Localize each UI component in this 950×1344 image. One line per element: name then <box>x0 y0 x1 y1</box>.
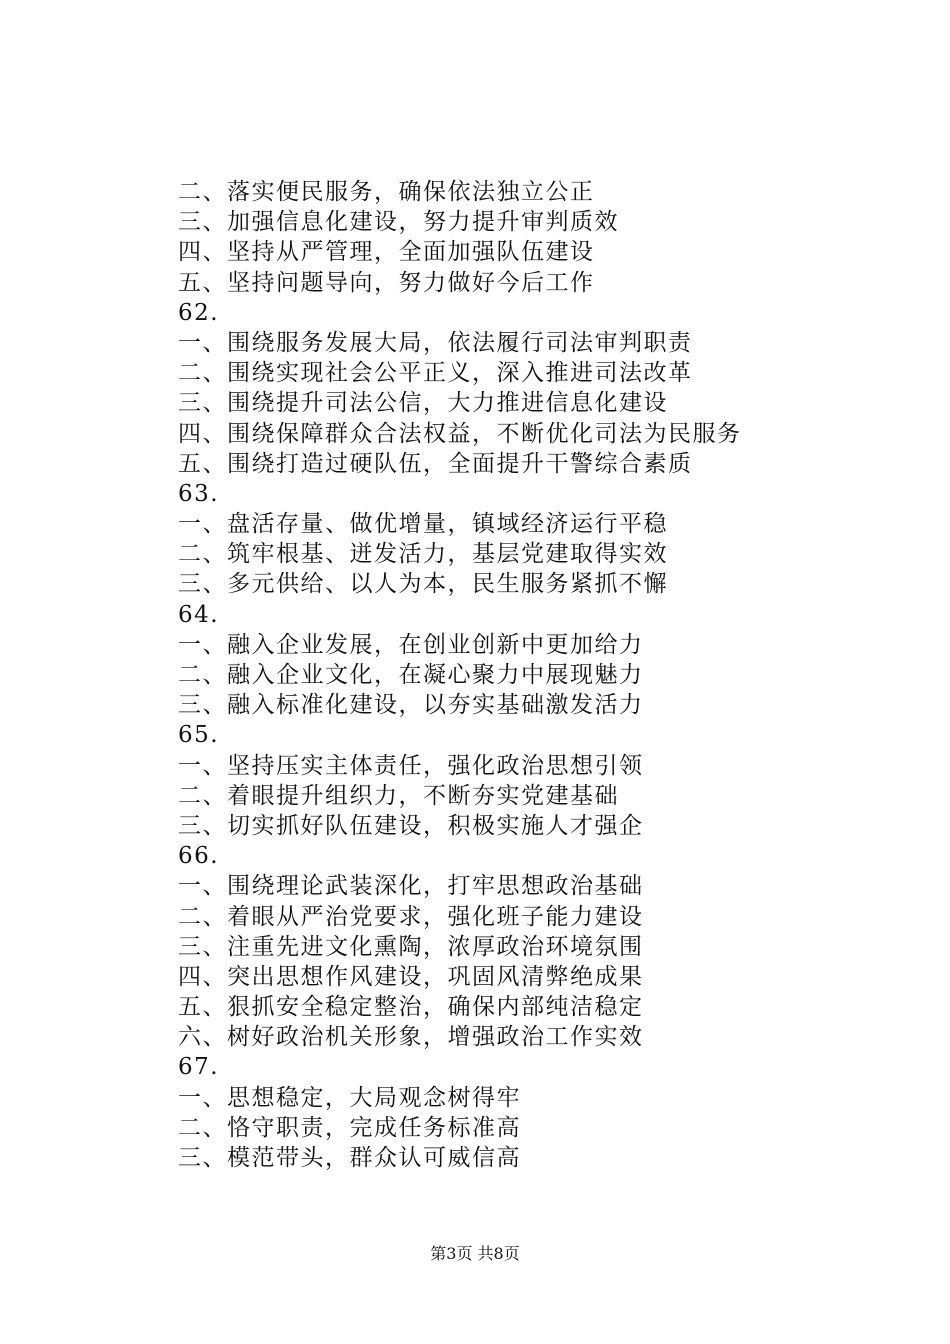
text-line: 一、盘活存量、做优增量，镇域经济运行平稳 <box>178 511 668 538</box>
text-line: 二、落实便民服务，确保依法独立公正 <box>178 179 595 205</box>
section-number: 62. <box>178 299 220 326</box>
text-line: 二、着眼从严治党要求，强化班子能力建设 <box>178 903 644 930</box>
section-number: 65. <box>178 722 220 749</box>
section-number: 63. <box>178 480 220 507</box>
text-line: 五、围绕打造过硬队伍，全面提升干警综合素质 <box>178 450 693 477</box>
text-line: 一、坚持压实主体责任，强化政治思想引领 <box>178 752 644 779</box>
document-body <box>178 177 878 1173</box>
text-line: 三、切实抓好队伍建设，积极实施人才强企 <box>178 812 644 839</box>
section-number: 66. <box>178 843 220 870</box>
text-line: 二、筑牢根基、迸发活力，基层党建取得实效 <box>178 541 668 568</box>
text-line: 二、恪守职责，完成任务标准高 <box>178 1114 521 1141</box>
text-line: 四、坚持从严管理，全面加强队伍建设 <box>178 239 595 266</box>
text-line: 四、围绕保障群众合法权益，不断优化司法为民服务 <box>178 420 742 447</box>
text-line: 六、树好政治机关形象，增强政治工作实效 <box>178 1024 644 1051</box>
text-line: 二、融入企业文化，在凝心聚力中展现魅力 <box>178 662 644 688</box>
text-line: 三、多元供给、以人为本，民生服务紧抓不懈 <box>178 571 668 598</box>
text-line: 三、围绕提升司法公信，大力推进信息化建设 <box>178 390 668 417</box>
text-line: 三、融入标准化建设，以夯实基础激发活力 <box>178 692 644 719</box>
page-footer: 第3页 共8页 <box>430 1244 520 1263</box>
text-line: 二、着眼提升组织力，不断夯实党建基础 <box>178 782 619 809</box>
text-line: 一、围绕理论武装深化，打牢思想政治基础 <box>178 873 644 900</box>
section-number: 67. <box>178 1054 220 1081</box>
text-line: 五、坚持问题导向，努力做好今后工作 <box>178 269 595 296</box>
text-line: 二、围绕实现社会公平正义，深入推进司法改革 <box>178 360 693 387</box>
text-line: 三、模范带头，群众认可威信高 <box>178 1145 521 1171</box>
text-line: 三、注重先进文化熏陶，浓厚政治环境氛围 <box>178 933 644 960</box>
text-line: 三、加强信息化建设，努力提升审判质效 <box>178 209 619 236</box>
text-line: 五、狠抓安全稳定整治，确保内部纯洁稳定 <box>178 994 644 1021</box>
text-line: 一、融入企业发展，在创业创新中更加给力 <box>178 631 644 658</box>
section-number: 64. <box>178 601 220 628</box>
text-line: 四、突出思想作风建设，巩固风清弊绝成果 <box>178 963 644 990</box>
text-line: 一、围绕服务发展大局，依法履行司法审判职责 <box>178 329 693 356</box>
text-line: 一、思想稳定，大局观念树得牢 <box>178 1084 521 1111</box>
